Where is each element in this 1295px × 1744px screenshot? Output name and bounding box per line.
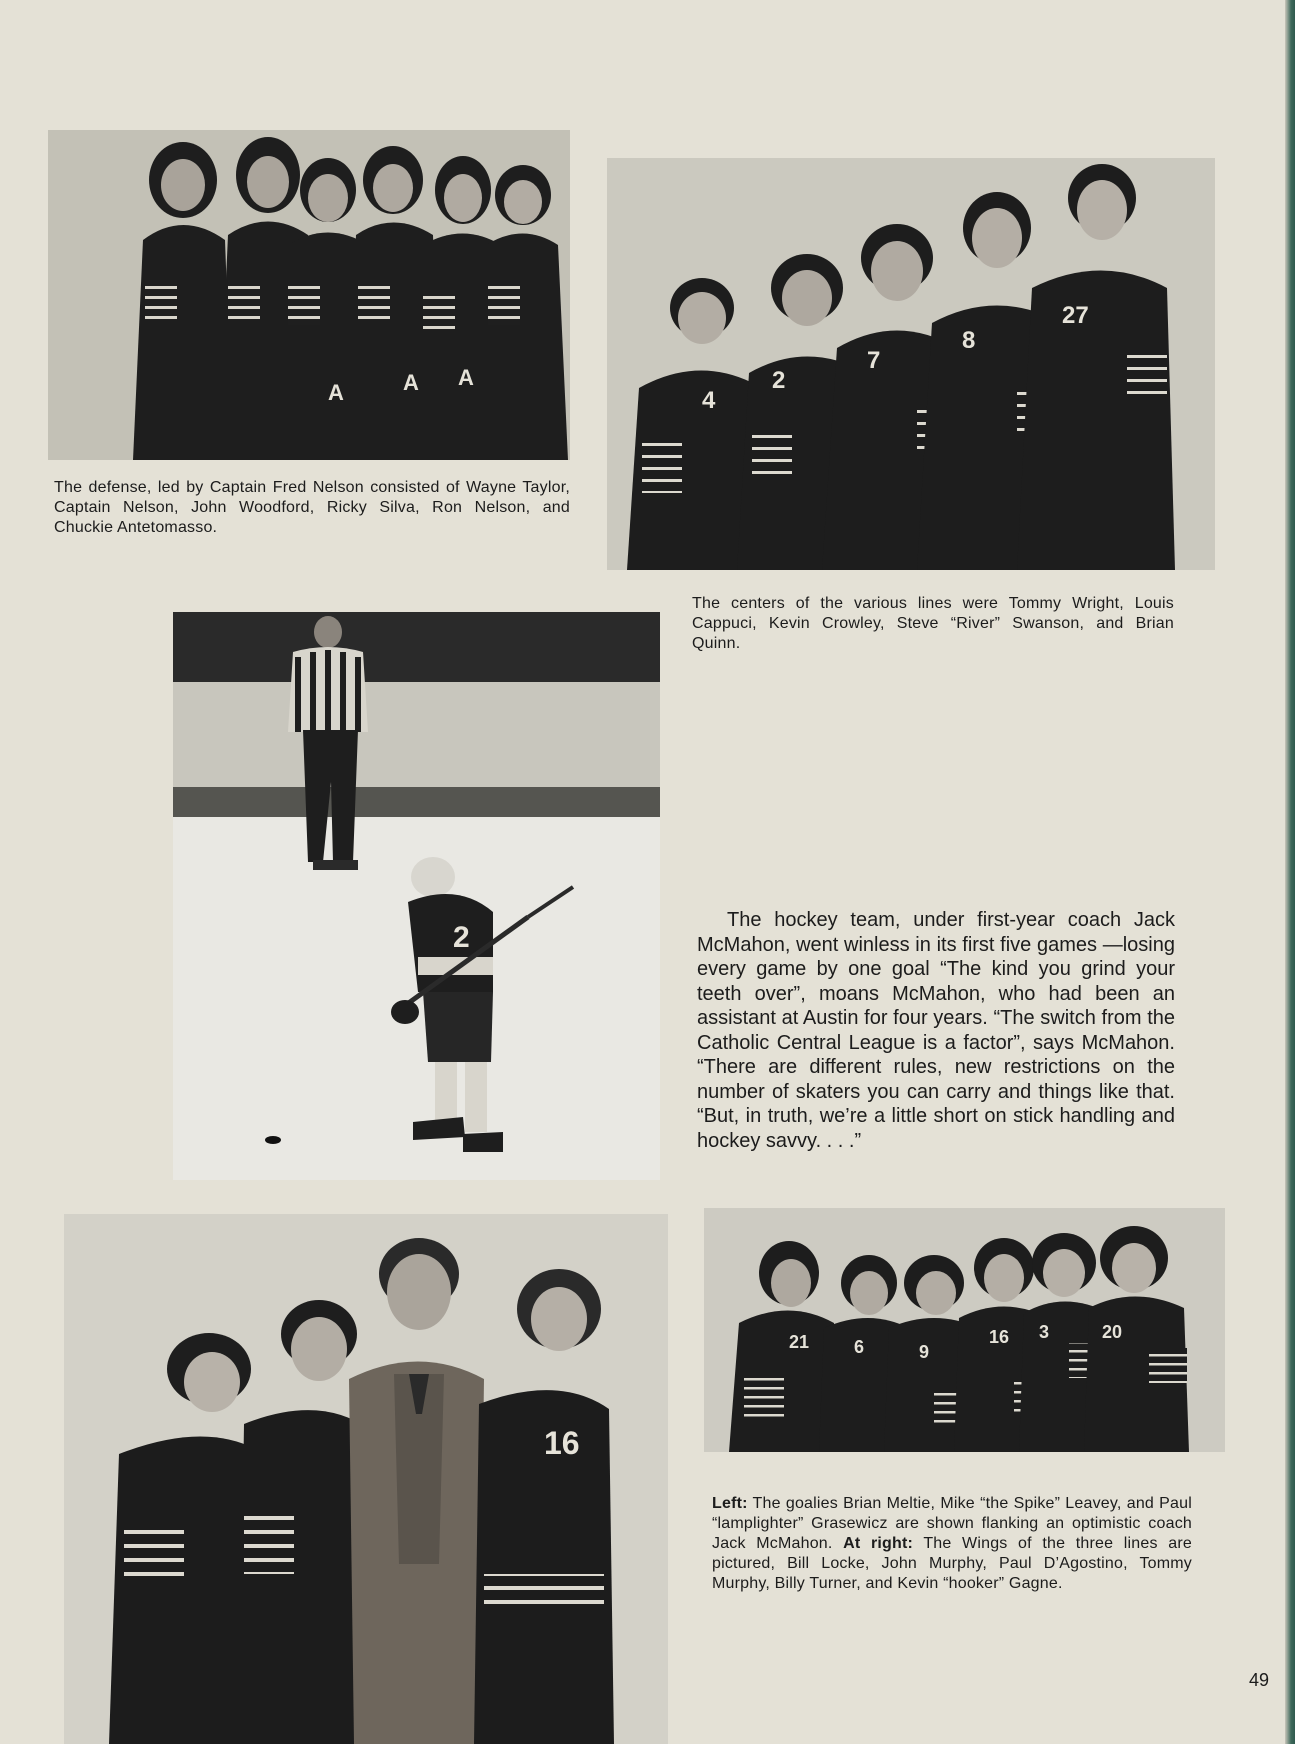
defense-caption: The defense, led by Captain Fred Nelson consisted of Wayne Taylor, Captain Nelson, John Woodford, Ricky Silva, Ron Nelson, and Chuckie Antetomasso. xyxy=(54,479,570,536)
svg-text:A: A xyxy=(328,380,344,405)
centers-caption: The centers of the various lines were Tommy Wright, Louis Cappuci, Kevin Crowley, Steve “River” Swanson, and Brian Quinn. xyxy=(692,595,1174,652)
page-number: 49 xyxy=(1249,1670,1270,1690)
svg-text:A: A xyxy=(403,370,419,395)
centers-jersey-number: 8 xyxy=(962,327,976,354)
wings-team-photo xyxy=(704,1208,1225,1452)
game-action-photo xyxy=(173,612,660,1180)
page-edge xyxy=(1285,0,1295,1744)
skater-jersey-number: 2 xyxy=(453,921,470,954)
centers-team-photo xyxy=(607,158,1215,570)
defense-team-photo xyxy=(48,130,570,460)
goalies-wings-caption xyxy=(712,1494,1192,1594)
goalies-coach-photo xyxy=(64,1214,668,1744)
wings-caption-text: The Wings of the three lines are pictured, Bill Locke, John Murphy, Paul D’Agostino, Tommy Murphy, Billy Turner, and Kevin “hooker” Gagne. xyxy=(712,1535,1192,1592)
centers-jersey-number: 4 xyxy=(702,387,716,414)
centers-jersey-number: 27 xyxy=(1062,302,1089,329)
centers-jersey-number: 2 xyxy=(772,367,786,394)
wings-jersey-number: 21 xyxy=(789,1332,810,1352)
svg-text:A: A xyxy=(458,365,474,390)
wings-jersey-number: 3 xyxy=(1039,1322,1050,1342)
goalies-caption-text: The goalies Brian Meltie, Mike “the Spike” Leavey, and Paul “lamplighter” Grasewicz are shown flanking an optimistic coach Jack McMahon. xyxy=(712,1495,1192,1552)
wings-jersey-number: 9 xyxy=(919,1342,930,1362)
wings-jersey-number: 6 xyxy=(854,1337,865,1357)
wings-jersey-number: 16 xyxy=(989,1327,1010,1347)
goalie-jersey-number: 16 xyxy=(544,1425,580,1461)
caption-lead-left: Left: xyxy=(712,1495,748,1512)
centers-jersey-number: 7 xyxy=(867,347,881,374)
article-body-text: The hockey team, under first-year coach Jack McMahon, went winless in its first five games —losing every game by one goal “The kind you grind your teeth over”, moans McMahon, who had been an assistant at Austin for four years. “The switch from the Catholic Central League is a factor”, says McMahon. “There are different rules, new restrictions on the number of skaters you can carry and things like that. “But, in truth, we’re a little short on stick handling and hockey savvy. . . .” xyxy=(697,909,1175,1152)
wings-jersey-number: 20 xyxy=(1102,1322,1123,1342)
caption-lead-right: At right: xyxy=(843,1535,914,1552)
